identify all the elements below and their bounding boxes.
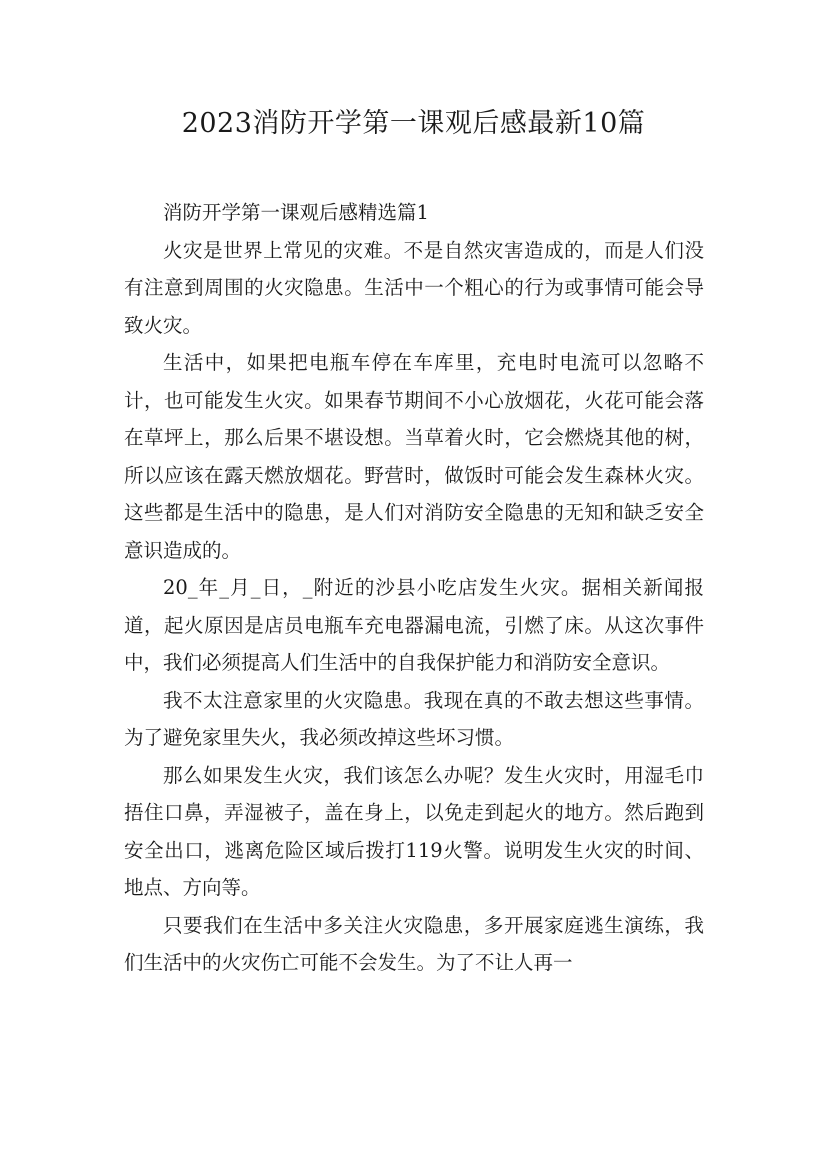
- paragraph-6: 只要我们在生活中多关注火灾隐患，多开展家庭逃生演练，我们生活中的火灾伤亡可能不会发生。为了不让人再一: [124, 913, 704, 974]
- paragraph-4: 我不太注意家里的火灾隐患。我现在真的不敢去想这些事情。为了避免家里失火，我必须改掉这些坏习惯。: [124, 688, 704, 749]
- paragraph-3: 20_年_月_日，_附近的沙县小吃店发生火灾。据相关新闻报道，起火原因是店员电瓶车充电器漏电流，引燃了床。从这次事件中，我们必须提高人们生活中的自我保护能力和消防安全意识。: [124, 576, 704, 674]
- document-body: [124, 194, 704, 982]
- paragraph-2: 生活中，如果把电瓶车停在车库里，充电时电流可以忽略不计，也可能发生火灾。如果春节期间不小心放烟花，火花可能会落在草坪上，那么后果不堪设想。当草着火时，它会燃烧其他的树，所以应该在露天燃放烟花。野营时，做饭时可能会发生森林火灾。这些都是生活中的隐患，是人们对消防安全隐患的无知和缺乏安全意识造成的。: [124, 351, 704, 562]
- paragraph-1: 火灾是世界上常见的灾难。不是自然灾害造成的，而是人们没有注意到周围的火灾隐患。生活中一个粗心的行为或事情可能会导致火灾。: [124, 238, 704, 337]
- document-title: 2023消防开学第一课观后感最新10篇: [181, 108, 646, 139]
- paragraph-5: 那么如果发生火灾，我们该怎么办呢？发生火灾时，用湿毛巾捂住口鼻，弄湿被子，盖在身上，以免走到起火的地方。然后跑到安全出口，逃离危险区域后拨打119火警。说明发生火灾的时间、地点、方向等。: [124, 763, 704, 899]
- section-heading: 消防开学第一课观后感精选篇1: [163, 201, 429, 224]
